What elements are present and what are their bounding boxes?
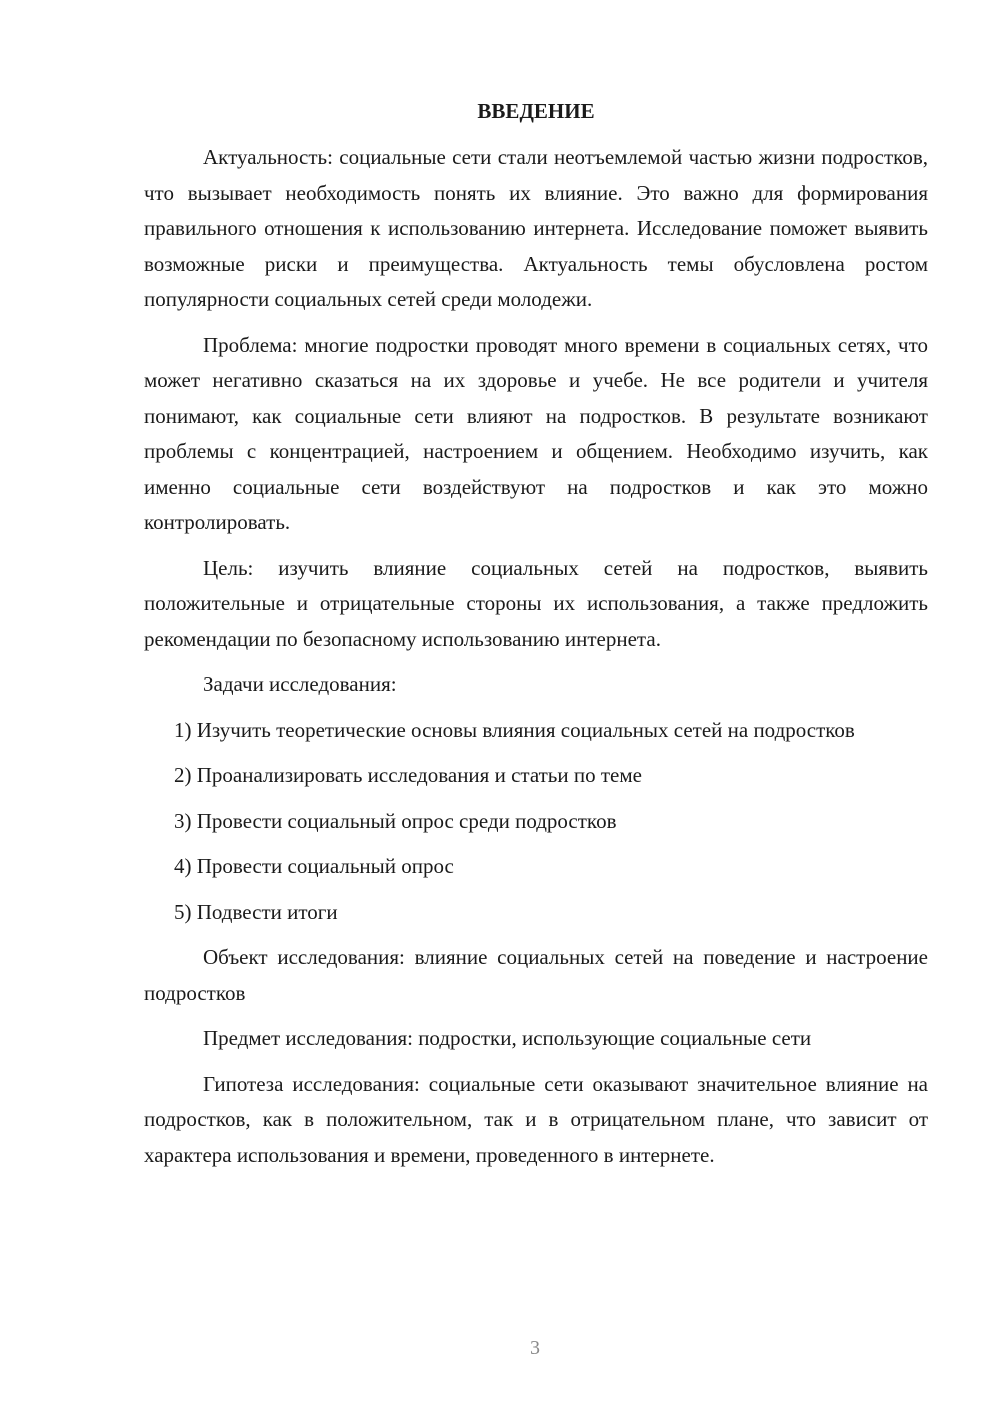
object-paragraph: Объект исследования: влияние социальных сетей на поведение и настроение подростков [144, 945, 928, 1005]
relevance-paragraph: Актуальность: социальные сети стали неотъемлемой частью жизни подростков, что вызывает необходимость понять их влияние. Это важно для формирования правильного отношения к использованию интернета. Исследование поможет выявить возможные риски и преимущества. Актуальность темы обусловлена ростом популярности социальных сетей среди молодежи. [144, 145, 928, 311]
task-item-2: 2) Проанализировать исследования и статьи по теме [174, 763, 642, 787]
hypothesis-paragraph: Гипотеза исследования: социальные сети оказывают значительное влияние на подростков, как в положительном, так и в отрицательном плане, что зависит от характера использования и времени, проведенного в интернете. [144, 1071, 928, 1167]
task-item-1: 1) Изучить теоретические основы влияния социальных сетей на подростков [174, 717, 855, 742]
page-content [144, 96, 928, 1173]
problem-paragraph: Проблема: многие подростки проводят много времени в социальных сетях, что может негативно сказаться на их здоровье и учебе. Не все родители и учителя понимают, как социальные сети влияют на подростков. В результате возникают проблемы с концентрацией, настроением и общением. Необходимо изучить, как именно социальные сети воздействуют на подростков и как это можно контролировать. [144, 332, 928, 534]
task-item-4: 4) Провести социальный опрос [174, 854, 454, 878]
page-number: 3 [530, 1337, 540, 1359]
section-heading: ВВЕДЕНИЕ [477, 99, 595, 123]
subject-paragraph: Предмет исследования: подростки, использующие социальные сети [203, 1026, 812, 1050]
task-item-3: 3) Провести социальный опрос среди подростков [174, 808, 617, 833]
tasks-title: Задачи исследования: [203, 672, 397, 696]
task-item-5: 5) Подвести итоги [174, 899, 338, 924]
goal-paragraph: Цель: изучить влияние социальных сетей на подростков, выявить положительные и отрицательные стороны их использования, а также предложить рекомендации по безопасному использованию интернета. [144, 555, 928, 651]
